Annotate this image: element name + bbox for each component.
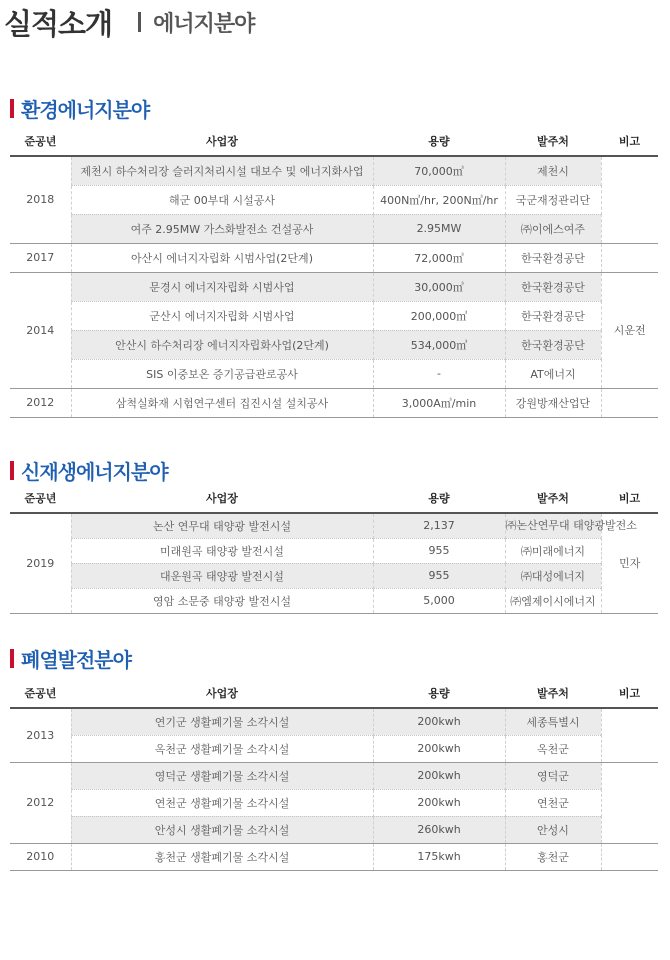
- project-cell: 옥천군 생활폐기물 소각시설: [71, 735, 373, 762]
- table-row: [10, 762, 658, 789]
- capacity-cell: 175kwh: [373, 843, 505, 870]
- project-cell: 논산 연무대 태양광 발전시설: [71, 513, 373, 538]
- table-row: [10, 214, 658, 243]
- page-header: [4, 2, 254, 42]
- project-cell: 해군 00부대 시설공사: [71, 185, 373, 214]
- year-cell: 2012: [10, 762, 71, 843]
- client-cell: 홍천군: [505, 843, 601, 870]
- table-row: [10, 272, 658, 301]
- year-cell: 2012: [10, 388, 71, 417]
- column-header-client: 발주처: [505, 679, 601, 708]
- capacity-cell: -: [373, 359, 505, 388]
- client-cell: ㈜논산연무대 태양광발전소: [505, 513, 601, 538]
- section-title-text: 폐열발전분야: [21, 647, 131, 672]
- page-title: 실적소개: [4, 6, 113, 41]
- table-row: [10, 185, 658, 214]
- client-cell: ㈜대성에너지: [505, 563, 601, 588]
- column-header-capacity: 용량: [373, 484, 505, 513]
- year-cell: 2019: [10, 513, 71, 613]
- project-cell: 연기군 생활폐기물 소각시설: [71, 708, 373, 735]
- section-title-environment: [10, 94, 149, 122]
- column-header-year: 준공년: [10, 127, 71, 156]
- table-row: [10, 816, 658, 843]
- column-header-note: 비고: [601, 484, 658, 513]
- client-cell: 한국환경공단: [505, 243, 601, 272]
- client-cell: ㈜이에스여주: [505, 214, 601, 243]
- capacity-cell: 70,000㎥: [373, 156, 505, 185]
- column-header-year: 준공년: [10, 484, 71, 513]
- client-cell: ㈜미래에너지: [505, 538, 601, 563]
- table-header-row: [10, 679, 658, 708]
- capacity-cell: 5,000: [373, 588, 505, 613]
- table-row: [10, 843, 658, 870]
- year-cell: 2014: [10, 272, 71, 388]
- client-cell: 한국환경공단: [505, 301, 601, 330]
- column-header-capacity: 용량: [373, 679, 505, 708]
- table-row: [10, 735, 658, 762]
- capacity-cell: 400N㎥/hr, 200N㎥/hr: [373, 185, 505, 214]
- table-row: [10, 156, 658, 185]
- year-cell: 2013: [10, 708, 71, 762]
- client-cell: 한국환경공단: [505, 330, 601, 359]
- section-title-text: 환경에너지분야: [21, 97, 150, 122]
- table-row: [10, 330, 658, 359]
- year-cell: 2018: [10, 156, 71, 243]
- section-marker: [10, 461, 14, 480]
- project-cell: 홍천군 생활폐기물 소각시설: [71, 843, 373, 870]
- column-header-client: 발주처: [505, 127, 601, 156]
- table-row: [10, 301, 658, 330]
- client-cell: 영덕군: [505, 762, 601, 789]
- capacity-cell: 200kwh: [373, 735, 505, 762]
- capacity-cell: 200kwh: [373, 762, 505, 789]
- project-cell: 안산시 하수처리장 에너지자립화사업(2단계): [71, 330, 373, 359]
- results-table: [10, 484, 658, 614]
- page-subtitle: 에너지분야: [153, 11, 255, 37]
- year-cell: 2017: [10, 243, 71, 272]
- capacity-cell: 200,000㎥: [373, 301, 505, 330]
- client-cell: AT에너지: [505, 359, 601, 388]
- note-cell: [601, 843, 658, 870]
- table-row: [10, 513, 658, 538]
- column-header-project: 사업장: [71, 484, 373, 513]
- project-cell: 삼척실화재 시험연구센터 집진시설 설치공사: [71, 388, 373, 417]
- capacity-cell: 534,000㎥: [373, 330, 505, 359]
- table-row: [10, 588, 658, 613]
- client-cell: 옥천군: [505, 735, 601, 762]
- capacity-cell: 200kwh: [373, 789, 505, 816]
- table-row: [10, 243, 658, 272]
- section-title-renewable: [10, 456, 168, 484]
- client-cell: 제천시: [505, 156, 601, 185]
- note-cell: [601, 762, 658, 843]
- capacity-cell: 3,000A㎥/min: [373, 388, 505, 417]
- results-table: [10, 679, 658, 871]
- project-cell: 안성시 생활폐기물 소각시설: [71, 816, 373, 843]
- project-cell: 제천시 하수처리장 슬러지처리시설 대보수 및 에너지화사업: [71, 156, 373, 185]
- project-cell: 영덕군 생활폐기물 소각시설: [71, 762, 373, 789]
- project-cell: 연천군 생활폐기물 소각시설: [71, 789, 373, 816]
- capacity-cell: 955: [373, 538, 505, 563]
- project-cell: 아산시 에너지자립화 시범사업(2단계): [71, 243, 373, 272]
- section-title-waste-heat: [10, 644, 131, 672]
- column-header-year: 준공년: [10, 679, 71, 708]
- note-cell: 시운전: [601, 272, 658, 388]
- capacity-cell: 2.95MW: [373, 214, 505, 243]
- client-cell: 강원방재산업단: [505, 388, 601, 417]
- note-cell: [601, 156, 658, 243]
- project-cell: 문경시 에너지자립화 시범사업: [71, 272, 373, 301]
- project-cell: 군산시 에너지자립화 시범사업: [71, 301, 373, 330]
- title-divider: [138, 12, 141, 32]
- client-cell: 세종특별시: [505, 708, 601, 735]
- table-row: [10, 708, 658, 735]
- table-header-row: [10, 484, 658, 513]
- project-cell: 영암 소문중 태양광 발전시설: [71, 588, 373, 613]
- client-cell: ㈜엠제이시에너지: [505, 588, 601, 613]
- table-header-row: [10, 127, 658, 156]
- note-cell: 민자: [601, 513, 658, 613]
- capacity-cell: 955: [373, 563, 505, 588]
- column-header-project: 사업장: [71, 127, 373, 156]
- section-marker: [10, 99, 14, 118]
- section-marker: [10, 649, 14, 668]
- capacity-cell: 260kwh: [373, 816, 505, 843]
- results-table: [10, 127, 658, 418]
- column-header-note: 비고: [601, 679, 658, 708]
- column-header-capacity: 용량: [373, 127, 505, 156]
- note-cell: [601, 708, 658, 762]
- column-header-client: 발주처: [505, 484, 601, 513]
- capacity-cell: 2,137: [373, 513, 505, 538]
- capacity-cell: 72,000㎥: [373, 243, 505, 272]
- client-cell: 한국환경공단: [505, 272, 601, 301]
- note-cell: [601, 388, 658, 417]
- table-row: [10, 563, 658, 588]
- project-cell: 대운원곡 태양광 발전시설: [71, 563, 373, 588]
- table-row: [10, 538, 658, 563]
- project-cell: 여주 2.95MW 가스화발전소 건설공사: [71, 214, 373, 243]
- year-cell: 2010: [10, 843, 71, 870]
- client-cell: 연천군: [505, 789, 601, 816]
- note-cell: [601, 243, 658, 272]
- project-cell: SIS 이중보온 증기공급관로공사: [71, 359, 373, 388]
- table-row: [10, 789, 658, 816]
- column-header-project: 사업장: [71, 679, 373, 708]
- capacity-cell: 200kwh: [373, 708, 505, 735]
- column-header-note: 비고: [601, 127, 658, 156]
- project-cell: 미래원곡 태양광 발전시설: [71, 538, 373, 563]
- client-cell: 국군재정관리단: [505, 185, 601, 214]
- table-row: [10, 359, 658, 388]
- section-title-text: 신재생에너지분야: [21, 459, 168, 484]
- capacity-cell: 30,000㎥: [373, 272, 505, 301]
- table-row: [10, 388, 658, 417]
- client-cell: 안성시: [505, 816, 601, 843]
